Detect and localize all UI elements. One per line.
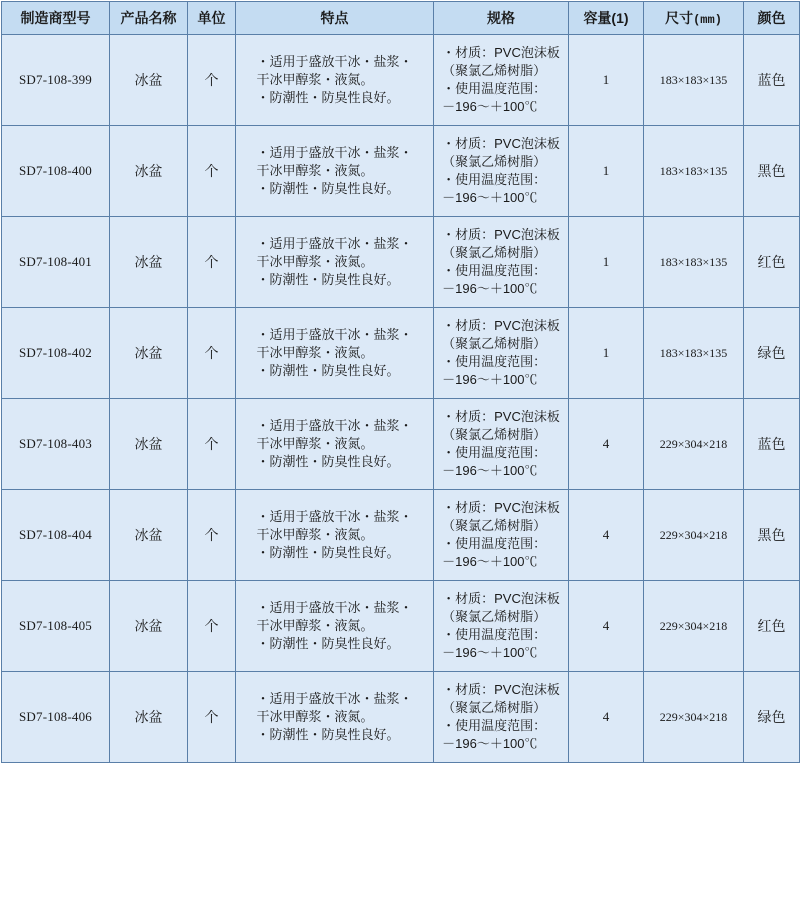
- cell-model: SD7-108-406: [2, 672, 110, 763]
- specification-line: ・材质：PVC泡沫板: [442, 136, 560, 152]
- column-header-dimensions: [644, 2, 744, 35]
- specification-line: （聚氯乙烯树脂）: [442, 336, 547, 352]
- feature-line: 干冰甲醇浆・液氮。: [256, 618, 374, 634]
- feature-line: ・防潮性・防臭性良好。: [256, 271, 400, 287]
- feature-line: ・防潮性・防臭性良好。: [256, 635, 400, 651]
- feature-line: ・防潮性・防臭性良好。: [256, 89, 400, 105]
- specification-line: －196～＋100℃: [442, 189, 538, 205]
- features-text: [256, 235, 412, 289]
- cell-model: SD7-108-401: [2, 217, 110, 308]
- specification-line: －196～＋100℃: [442, 371, 538, 387]
- feature-line: ・适用于盛放干冰・盐浆・: [256, 54, 413, 70]
- specification-line: ・材质：PVC泡沫板: [442, 591, 560, 607]
- cell-model: SD7-108-399: [2, 35, 110, 126]
- cell-specification: [434, 581, 569, 672]
- cell-specification: [434, 672, 569, 763]
- specification-line: －196～＋100℃: [442, 280, 538, 296]
- column-header-features: 特点: [236, 2, 434, 35]
- features-text: [256, 417, 412, 471]
- cell-model: SD7-108-404: [2, 490, 110, 581]
- cell-color: 绿色: [744, 672, 800, 763]
- cell-color: 蓝色: [744, 35, 800, 126]
- features-text: [256, 326, 412, 380]
- cell-dimensions: 183×183×135: [644, 126, 744, 217]
- specification-line: （聚氯乙烯树脂）: [442, 154, 547, 170]
- specification-text: [442, 408, 560, 480]
- specification-text: [442, 681, 560, 753]
- specification-line: （聚氯乙烯树脂）: [442, 518, 547, 534]
- feature-line: 干冰甲醇浆・液氮。: [256, 72, 374, 88]
- cell-unit: 个: [188, 672, 236, 763]
- specification-line: ・使用温度范围：: [442, 172, 547, 187]
- features-text: [256, 144, 412, 198]
- column-header-product-name: 产品名称: [110, 2, 188, 35]
- cell-unit: 个: [188, 581, 236, 672]
- feature-line: ・防潮性・防臭性良好。: [256, 726, 400, 742]
- specification-line: ・使用温度范围：: [442, 263, 547, 278]
- feature-line: 干冰甲醇浆・液氮。: [256, 436, 374, 452]
- column-header-dimensions-unit: (mm): [693, 13, 722, 27]
- cell-features: [236, 672, 434, 763]
- cell-product-name: 冰盆: [110, 126, 188, 217]
- table-row: [2, 35, 800, 126]
- product-spec-table: [1, 1, 800, 763]
- feature-line: 干冰甲醇浆・液氮。: [256, 254, 374, 270]
- cell-color: 蓝色: [744, 399, 800, 490]
- specification-text: [442, 590, 560, 662]
- specification-text: [442, 317, 560, 389]
- feature-line: 干冰甲醇浆・液氮。: [256, 163, 374, 179]
- cell-dimensions: 229×304×218: [644, 672, 744, 763]
- feature-line: ・防潮性・防臭性良好。: [256, 180, 400, 196]
- cell-capacity: 4: [569, 399, 644, 490]
- feature-line: 干冰甲醇浆・液氮。: [256, 345, 374, 361]
- cell-dimensions: 183×183×135: [644, 217, 744, 308]
- table-row: [2, 308, 800, 399]
- table-row: [2, 126, 800, 217]
- cell-color: 黑色: [744, 490, 800, 581]
- features-text: [256, 53, 412, 107]
- cell-features: [236, 581, 434, 672]
- feature-line: ・适用于盛放干冰・盐浆・: [256, 418, 413, 434]
- cell-color: 红色: [744, 217, 800, 308]
- specification-line: （聚氯乙烯树脂）: [442, 427, 547, 443]
- features-text: [256, 690, 412, 744]
- cell-features: [236, 35, 434, 126]
- specification-line: ・材质：PVC泡沫板: [442, 318, 560, 334]
- table-row: [2, 672, 800, 763]
- table-row: [2, 399, 800, 490]
- cell-capacity: 1: [569, 35, 644, 126]
- cell-features: [236, 126, 434, 217]
- cell-specification: [434, 308, 569, 399]
- cell-capacity: 1: [569, 308, 644, 399]
- cell-capacity: 4: [569, 581, 644, 672]
- cell-unit: 个: [188, 35, 236, 126]
- specification-line: ・材质：PVC泡沫板: [442, 409, 560, 425]
- cell-capacity: 4: [569, 490, 644, 581]
- cell-product-name: 冰盆: [110, 399, 188, 490]
- features-text: [256, 508, 412, 562]
- cell-capacity: 1: [569, 126, 644, 217]
- cell-product-name: 冰盆: [110, 672, 188, 763]
- specification-line: ・材质：PVC泡沫板: [442, 227, 560, 243]
- feature-line: ・防潮性・防臭性良好。: [256, 362, 400, 378]
- cell-product-name: 冰盆: [110, 35, 188, 126]
- specification-line: ・使用温度范围：: [442, 718, 547, 733]
- cell-unit: 个: [188, 490, 236, 581]
- cell-unit: 个: [188, 217, 236, 308]
- column-header-capacity: 容量(1): [569, 2, 644, 35]
- feature-line: 干冰甲醇浆・液氮。: [256, 527, 374, 543]
- feature-line: ・适用于盛放干冰・盐浆・: [256, 236, 413, 252]
- cell-capacity: 4: [569, 672, 644, 763]
- table-row: [2, 581, 800, 672]
- feature-line: ・防潮性・防臭性良好。: [256, 453, 400, 469]
- features-text: [256, 599, 412, 653]
- cell-color: 黑色: [744, 126, 800, 217]
- specification-line: －196～＋100℃: [442, 644, 538, 660]
- specification-line: ・使用温度范围：: [442, 536, 547, 551]
- specification-line: （聚氯乙烯树脂）: [442, 245, 547, 261]
- specification-line: ・材质：PVC泡沫板: [442, 682, 560, 698]
- cell-specification: [434, 217, 569, 308]
- cell-dimensions: 183×183×135: [644, 35, 744, 126]
- cell-unit: 个: [188, 308, 236, 399]
- specification-line: －196～＋100℃: [442, 553, 538, 569]
- specification-line: ・材质：PVC泡沫板: [442, 45, 560, 61]
- cell-features: [236, 399, 434, 490]
- feature-line: ・防潮性・防臭性良好。: [256, 544, 400, 560]
- cell-features: [236, 308, 434, 399]
- feature-line: ・适用于盛放干冰・盐浆・: [256, 691, 413, 707]
- cell-specification: [434, 35, 569, 126]
- column-header-color: 颜色: [744, 2, 800, 35]
- specification-line: ・材质：PVC泡沫板: [442, 500, 560, 516]
- specification-line: ・使用温度范围：: [442, 81, 547, 96]
- column-header-model: 制造商型号: [2, 2, 110, 35]
- table-row: [2, 490, 800, 581]
- specification-text: [442, 44, 560, 116]
- feature-line: ・适用于盛放干冰・盐浆・: [256, 509, 413, 525]
- column-header-unit: 单位: [188, 2, 236, 35]
- cell-model: SD7-108-402: [2, 308, 110, 399]
- cell-color: 绿色: [744, 308, 800, 399]
- table-header: [2, 2, 800, 35]
- table-body: [2, 35, 800, 763]
- feature-line: 干冰甲醇浆・液氮。: [256, 709, 374, 725]
- feature-line: ・适用于盛放干冰・盐浆・: [256, 145, 413, 161]
- cell-product-name: 冰盆: [110, 581, 188, 672]
- specification-line: －196～＋100℃: [442, 462, 538, 478]
- cell-dimensions: 229×304×218: [644, 490, 744, 581]
- specification-line: （聚氯乙烯树脂）: [442, 700, 547, 716]
- cell-model: SD7-108-400: [2, 126, 110, 217]
- cell-color: 红色: [744, 581, 800, 672]
- feature-line: ・适用于盛放干冰・盐浆・: [256, 600, 413, 616]
- cell-specification: [434, 399, 569, 490]
- cell-dimensions: 183×183×135: [644, 308, 744, 399]
- cell-dimensions: 229×304×218: [644, 399, 744, 490]
- cell-unit: 个: [188, 399, 236, 490]
- cell-specification: [434, 126, 569, 217]
- cell-model: SD7-108-405: [2, 581, 110, 672]
- specification-line: （聚氯乙烯树脂）: [442, 63, 547, 79]
- cell-model: SD7-108-403: [2, 399, 110, 490]
- cell-product-name: 冰盆: [110, 490, 188, 581]
- specification-line: （聚氯乙烯树脂）: [442, 609, 547, 625]
- cell-specification: [434, 490, 569, 581]
- cell-features: [236, 490, 434, 581]
- column-header-specification: 规格: [434, 2, 569, 35]
- specification-line: ・使用温度范围：: [442, 627, 547, 642]
- specification-line: －196～＋100℃: [442, 98, 538, 114]
- specification-line: ・使用温度范围：: [442, 445, 547, 460]
- cell-dimensions: 229×304×218: [644, 581, 744, 672]
- table-row: [2, 217, 800, 308]
- specification-line: －196～＋100℃: [442, 735, 538, 751]
- specification-line: ・使用温度范围：: [442, 354, 547, 369]
- cell-capacity: 1: [569, 217, 644, 308]
- cell-features: [236, 217, 434, 308]
- cell-product-name: 冰盆: [110, 217, 188, 308]
- table-header-row: [2, 2, 800, 35]
- cell-unit: 个: [188, 126, 236, 217]
- cell-product-name: 冰盆: [110, 308, 188, 399]
- column-header-dimensions-label: 尺寸: [665, 10, 694, 26]
- specification-text: [442, 135, 560, 207]
- feature-line: ・适用于盛放干冰・盐浆・: [256, 327, 413, 343]
- specification-text: [442, 226, 560, 298]
- specification-text: [442, 499, 560, 571]
